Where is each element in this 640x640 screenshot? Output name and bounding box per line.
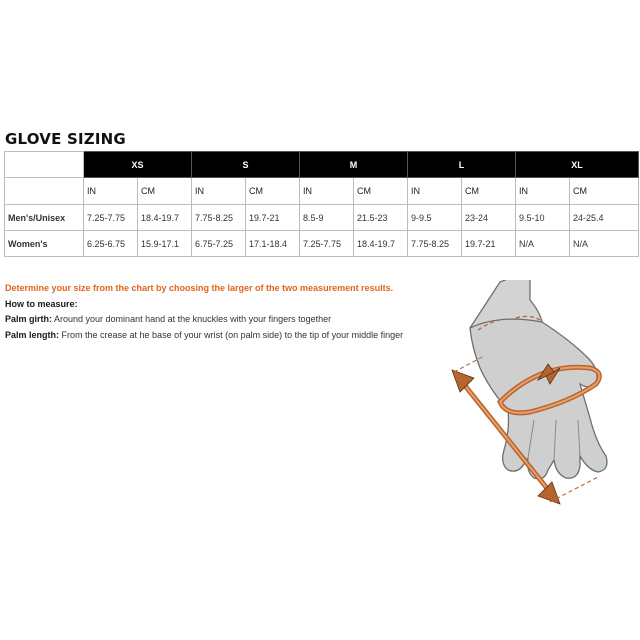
table-cell: 8.5-9	[300, 205, 354, 231]
table-cell: 15.9-17.1	[138, 231, 192, 257]
unit-cell: IN	[192, 178, 246, 205]
size-header-row	[5, 152, 639, 178]
unit-cell: IN	[516, 178, 570, 205]
table-row	[5, 205, 639, 231]
unit-cell: CM	[138, 178, 192, 205]
blank-cell	[5, 178, 84, 205]
table-cell: 24-25.4	[570, 205, 639, 231]
table-cell: 7.75-8.25	[192, 205, 246, 231]
palm-length-line	[5, 328, 403, 344]
table-cell: 21.5-23	[354, 205, 408, 231]
table-cell: 6.25-6.75	[84, 231, 138, 257]
table-cell: 7.25-7.75	[300, 231, 354, 257]
table-cell: 19.7-21	[246, 205, 300, 231]
row-label: Men's/Unisex	[5, 205, 84, 231]
instruction-text: Determine your size from the chart by choosing the larger of the two measurement results.	[5, 283, 394, 293]
palm-length-label: Palm length:	[5, 329, 60, 340]
how-to-heading: How to measure:	[5, 298, 78, 309]
palm-girth-label: Palm girth:	[5, 314, 53, 324]
table-cell: N/A	[570, 231, 639, 257]
unit-cell: IN	[300, 178, 354, 205]
table-cell: 18.4-19.7	[138, 205, 192, 231]
table-row	[5, 231, 639, 257]
palm-girth-text: Around your dominant hand at the knuckles with your fingers together	[52, 314, 332, 324]
table-cell: 7.25-7.75	[84, 205, 138, 231]
measurement-notes	[5, 281, 403, 343]
row-label: Women's	[5, 231, 84, 257]
unit-cell: CM	[570, 178, 639, 205]
table-cell: 23-24	[462, 205, 516, 231]
size-header: XS	[84, 152, 192, 178]
table-cell: 17.1-18.4	[246, 231, 300, 257]
page-title: GLOVE SIZING	[5, 130, 126, 148]
palm-length-text: From the crease at he base of your wrist (on palm side) to the tip of your middle finger	[59, 329, 404, 340]
corner-cell	[5, 152, 84, 178]
size-header: XL	[516, 152, 639, 178]
unit-row	[5, 178, 639, 205]
unit-cell: CM	[354, 178, 408, 205]
size-header: S	[192, 152, 300, 178]
table-cell: 9-9.5	[408, 205, 462, 231]
size-header: L	[408, 152, 516, 178]
unit-cell: CM	[462, 178, 516, 205]
table-cell: 19.7-21	[462, 231, 516, 257]
unit-cell: CM	[246, 178, 300, 205]
unit-cell: IN	[84, 178, 138, 205]
table-cell: N/A	[516, 231, 570, 257]
hand-measure-icon	[430, 280, 640, 510]
table-cell: 18.4-19.7	[354, 231, 408, 257]
unit-cell: IN	[408, 178, 462, 205]
glove-size-table	[4, 151, 639, 257]
table-cell: 6.75-7.25	[192, 231, 246, 257]
palm-girth-line	[5, 312, 403, 328]
table-cell: 7.75-8.25	[408, 231, 462, 257]
table-cell: 9.5-10	[516, 205, 570, 231]
size-header: M	[300, 152, 408, 178]
hand-shape	[470, 319, 607, 479]
